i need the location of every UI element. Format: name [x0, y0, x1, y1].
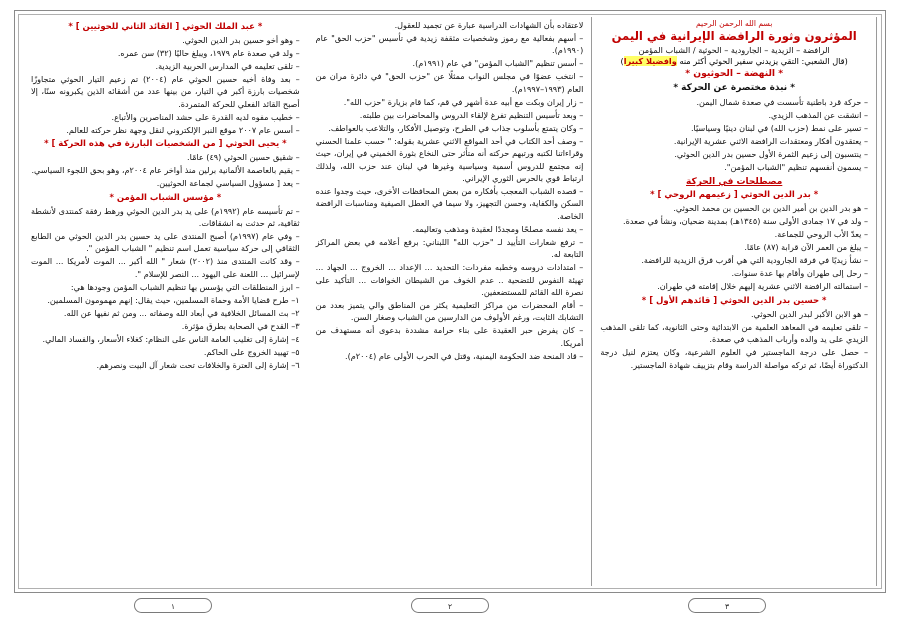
body-line: – وفي عام (١٩٩٧م) أصبح المنتدى على يد حسين بدر الدين الحوثي من الطابع الثقافي إلى حركة سياسية تعمل اسم تنظيم " الشباب المؤمن ".: [30, 231, 300, 254]
body-line: – أقام المحضرات من مراكز التعليمية يكثر من المناطق والي يتميز بعدد من التشابك الثابت، ورغم الأولوف من الدارسين من الشباب وصغار السن.: [315, 300, 584, 323]
body-line: – وبعد تأسيس التنظيم تفرغ لإلقاء الدروس والمحاضرات بين طلبته.: [359, 109, 584, 120]
opening-quote-highlight: وافضيلا كبيرا: [623, 56, 677, 66]
body-line: – ابرز المنطلقات التي يؤسس بها تنظيم الشباب المؤمن وجودها هي:: [70, 281, 300, 292]
body-line: – بعد وفاة أخيه حسين الحوثي عام (٢٠٠٤) تم زعيم التيار الحوثي متجاوزًا شخصيات بارزة أكبر في التيار، من بينها عدد من أشقائه الذين يكبرونه سنًا، إلا أصبح القائد الفعلي للحركة المتمردة.: [30, 74, 300, 109]
body-line: ٣– القدح في الصحابة بطرق مؤثرة.: [181, 320, 300, 331]
body-line: – وهو أخو حسين بدر الدين الحوثي.: [182, 35, 300, 45]
opening-quote-suffix: ): [620, 56, 624, 66]
body-line: لاعتقاده بأن الشهادات الدراسية عبارة عن تجميد للعقول.: [394, 20, 584, 30]
body-line: – شقيق حسين الحوثي (٤٩) عامًا.: [187, 152, 300, 163]
overview-line: – ينتسبون إلى زعيم الثمرة الأول حسين بدر الدين الحوثي.: [674, 149, 868, 159]
body-line: – خطيب مفوه لديه القدرة على حشد المناصرين والأتباع.: [111, 111, 300, 122]
column-middle: [308, 17, 593, 586]
opening-quote: [600, 56, 868, 66]
body-line: – تم تأسيسه عام (١٩٩٢م) على يد بدر الدين الحوثي ورهط رفقة كمنتدى لأنشطة ثقافية، ثم حدثت به انشقاقات.: [30, 205, 300, 229]
body-line: – أسس عام ٢٠٠٧ موقع النبر الإلكتروني لنقل وجهة نظر حركته للعالم.: [66, 124, 300, 135]
terms-line: – هو بدر الدين بن أمير الدين بن الحسين بن محمد الحوثي.: [673, 203, 868, 214]
section-heading-overview: * نبذة مختصرة عن الحركة *: [673, 83, 795, 93]
body-line: – ولد في صعدة عام ١٩٧٩، ويبلغ حاليًا (٣٢) سن عمره.: [117, 48, 300, 58]
overview-line: – تسير على نمط (حزب الله) في لبنان دينيًا وسياسيًا.: [690, 123, 868, 133]
body-line: – أسهم بفعالية مع رموز وشخصيات مثقفة زيدية في تأسيس "حزب الحق" عام (١٩٩٠م).: [315, 33, 584, 56]
subheading-yahya: * يحيى الحوثي [ من الشخصيات البارزة في هذه الحركة ] *: [44, 139, 287, 150]
body-line: – ترفع شعارات التأييد لـ "حزب الله" اللبناني: برفع أعلامه في بعض المراكز التابعة له.: [315, 236, 584, 260]
terms-line: – حصل على درجة الماجستير في العلوم الشرعية، وكان يعتزم لنيل درجة الدكتوراة أيضًا، ثم تركه مواصلة الدراسة وقام بتزييف شهادة الماجستير.: [600, 347, 868, 370]
overview-line: – حركة قرد باطنية تأسست في صعدة شمال اليمن.: [696, 97, 868, 107]
basmala: بسم الله الرحمن الرحيم: [696, 19, 773, 28]
subheading-badr-aldin: * بدر الدين الحوثي [ زعيمهم الروحي ] *: [650, 190, 819, 201]
page-number-box: ١: [134, 598, 212, 613]
terms-line: – رحل إلى طهران وأقام بها عدة سنوات.: [731, 268, 868, 279]
opening-quote-prefix: (قال الشعبي: التقي يزيدني سفير الحوثي أكثر منه: [676, 56, 848, 66]
body-line: – وقد كانت المنتدى منذ (٢٠٠٢) شعار " الله أكبر ... الموت لأمريكا ... الموت لإسرائيل ... اللعنة على اليهود ... النصر للإسلام ".: [30, 256, 300, 279]
body-line: – أسس تنظيم "الشباب المؤمن" في عام (١٩٩١م).: [412, 58, 584, 69]
page-subtitle: الرافضة – الزيدية – الجارودية – الحوثية / الشباب المؤمن: [638, 45, 830, 55]
page-title: المؤثرون وثورة الرافضة الإيرانية في اليمن: [611, 29, 857, 43]
body-line: ٤– إشارة إلى تغليب العامة الناس على النظام: كغلاء الأسعار، والفساد المالي.: [42, 333, 300, 344]
column-left: [23, 17, 308, 586]
overview-line: – يعتقدون أفكار ومعتقدات الرافضة الاثني عشرية الإيرانية.: [673, 136, 868, 146]
column-right: [592, 17, 877, 586]
terms-line: – يبلغ من العمر الآن قرابة (٨٧) عامًا.: [744, 242, 868, 253]
page-frame: [14, 10, 886, 593]
body-line: ٦– إشارة إلى العترة والخلافات تحت شعار آل البيت ونصرهم.: [96, 359, 300, 370]
body-line: – يعد نفسه مصلحًا ومجددًا لعقيدة ومذهب وتعاليمه.: [412, 223, 584, 234]
overview-line: – انشقت عن المذهب الزيدي.: [768, 110, 868, 120]
terms-line: – نشأ زيديًا في فرقة الجارودية التي هي أقرب فرق الزيدية للرافضة.: [641, 255, 868, 266]
body-line: – تلقى تعليمه في المدارس الحربية الزيدية.: [155, 61, 300, 71]
page-number-box: ٢: [411, 598, 489, 613]
terms-line: – يعدّ الأب الروحي للجماعة.: [774, 229, 868, 240]
page-number-box: ٣: [688, 598, 766, 613]
body-line: – قاد المنحة ضد الحكومة اليمنية، وقتل في الحرب الأولى عام (٢٠٠٤م).: [345, 350, 584, 361]
body-line: ٥– تهييد الخروج على الحاكم.: [203, 346, 300, 357]
subheading-abdulmalik: * عبد الملك الحوثي [ القائد الثاني للحوثيين ] *: [68, 22, 263, 32]
dual-heading: * النهضة – الحوثيون *: [685, 68, 784, 79]
footer-page-numbers: [14, 598, 886, 628]
body-line: – كان يفرض حبر العقيدة على بناء حرامة مشددة بدعوى أنه مستهدف من أمريكا.: [315, 325, 584, 348]
body-line: ٢– بث المسائل الخلافية في أبعاد الله وصفاته ... ومن ثم نفيها عن الله.: [63, 307, 300, 318]
body-line: – امتدادات دروسه وخطبه مفردات: التحديد ... الإعداد ... الخروج ... الجهاد ... تهيئة النفوس للتضحية .. عدم الخوف من الشيطان الخوافات ... التأكيد على نصرة الله القائم للمستضعفين.: [315, 262, 584, 298]
body-line: ١– طرح قضايا الأمة وحماة المسلمين، حيث يقال: إنهم مهمومون المسلمين.: [47, 294, 300, 305]
terms-line: – هو الابن الأكبر لبدر الدين الحوثي.: [751, 308, 868, 319]
three-column-layout: [23, 17, 877, 586]
body-line: – يعد [ مسؤول السياسي لجماعة الحوثيين.: [156, 178, 300, 189]
body-line: – انتخب عضوًا في مجلس النواب ممثلًا عن "حزب الحق" في دائرة مران من العام (١٩٩٣–١٩٩٧م).: [315, 71, 584, 94]
terms-line: – ولد في ١٧ جمادى الأولى سنة (١٣٤٥هـ) بمدينة ضحيان، ونشأ في صعدة.: [623, 216, 868, 227]
body-line: – وصف أحد الكتاب في أحد المواقع الاثني عشرية بقوله: " حسب علمنا الحسني وقراءاتنا لكتبه ورتبهم حركته أنه متأثر حتى النخاع بثورة الخميني في إيران، حيث إنه مجتمع للدروس أسمية وسياسية وغيرها في لبنان عند حزب الله، ولذلك ارتباط قوي بالحرس الثوري الإيراني.: [315, 135, 584, 184]
body-line: – يقيم بالعاصمة الألمانية برلين منذ أواخر عام ٢٠٠٤م، وهو بحق اللجوء السياسي.: [31, 165, 300, 176]
terms-line: – استمالته الرافضة الاثني عشرية إليهم خلال إقامته في طهران.: [657, 281, 868, 292]
body-line: – قصده الشباب المعجب بأفكاره من بعض المحافظات الأخرى، حيث وجدوا عنده السكن والكفاية، وحسن التجهيز، ولا سيما في العطل الصيفية ومناسبات الرافضة الخاصة.: [315, 186, 584, 221]
terms-line: – تلقى تعليمه في المعاهد العلمية من الابتدائية وحتى الثانوية، كما تلقى المذهب الزيدي على يد والده وأرباب المذهب في صعدة.: [600, 321, 868, 345]
overview-line: – يسمون أنفسهم تنظيم "الشباب المؤمن".: [724, 162, 868, 172]
subheading-hussein: * حسين بدر الدين الحوثي [ قائدهم الأول ] *: [641, 295, 827, 306]
section-heading-terms: مصطلحات في الحركة: [686, 177, 783, 188]
body-line: – وكان يتمتع بأسلوب جذاب في الطرح، وتوصيل الأفكار، والتلاعب بالعواطف.: [328, 122, 584, 133]
subheading-founder: * مؤسس الشباب المؤمن *: [109, 192, 222, 203]
body-line: – زار إيران وبكت مع أبيه عدة أشهر في قم، كما قام بزيارة "حزب الله".: [343, 96, 584, 107]
